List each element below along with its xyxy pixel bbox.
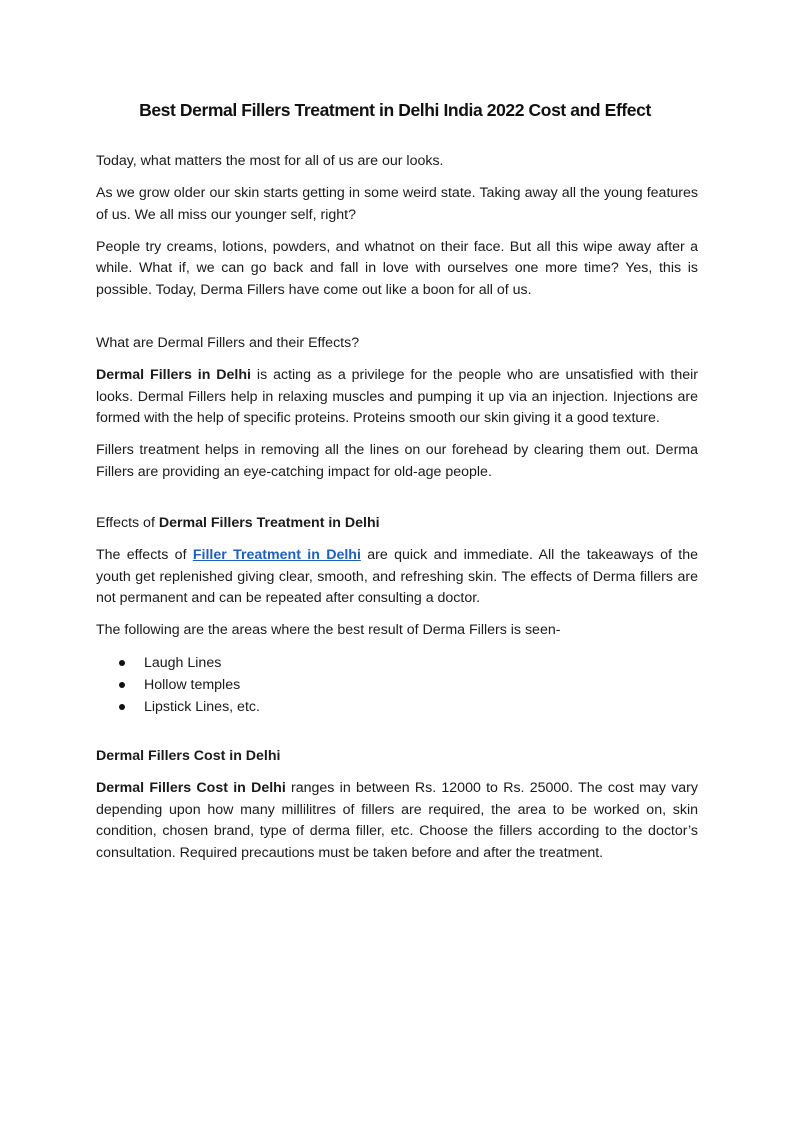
section-heading-cost xyxy=(96,746,698,768)
areas-list xyxy=(96,652,698,718)
page-title: Best Dermal Fillers Treatment in Delhi India 2022 Cost and Effect xyxy=(139,100,651,120)
filler-treatment-link[interactable]: Filler Treatment in Delhi xyxy=(192,547,361,563)
section-heading-what-are-fillers: What are Dermal Fillers and their Effects? xyxy=(96,335,360,351)
cost-heading-bold: Dermal Fillers Cost in Delhi xyxy=(96,748,281,764)
list-item xyxy=(96,674,698,696)
intro-paragraph-3: People try creams, lotions, powders, and whatnot on their face. But all this wipe away after a while. What if, we can go back and fall in love with ourselves one more time? Yes, this is possible. Today, Derma Fillers have come out like a boon for all of us. xyxy=(96,238,698,298)
intro-paragraph-2: As we grow older our skin starts getting in some weird state. Taking away all the young features of us. We all miss our younger self, right? xyxy=(96,185,698,223)
effects-heading-prefix: Effects of xyxy=(96,515,159,531)
section1-paragraph-1-text: is acting as a privilege for the people who are unsatisfied with their looks. Dermal Fillers help in relaxing muscles and pumping it up via an injection. Injections are formed with the help of specific proteins. Proteins smooth our skin giving it a good texture. xyxy=(96,367,698,426)
section3-paragraph-1-text: ranges in between Rs. 12000 to Rs. 25000. The cost may vary depending upon how many millilitres of fillers are required, the area to be worked on, skin condition, chosen brand, type of derma filler, etc. Choose the fillers according to the doctor’s consultation. Required precautions must be taken before and after the treatment. xyxy=(96,780,698,861)
section2-paragraph-1-start: The effects of xyxy=(96,547,193,563)
section2-paragraph-2: The following are the areas where the best result of Derma Fillers is seen- xyxy=(96,622,561,638)
document-page xyxy=(96,98,698,875)
bold-term-dermal-fillers-delhi: Dermal Fillers in Delhi xyxy=(96,367,251,383)
list-item-text: Laugh Lines xyxy=(144,655,222,671)
bullet-icon xyxy=(119,682,125,688)
intro-paragraph-1: Today, what matters the most for all of us are our looks. xyxy=(96,153,444,169)
bullet-icon xyxy=(119,704,125,710)
effects-heading-bold: Dermal Fillers Treatment in Delhi xyxy=(158,515,380,531)
section3-paragraph-1 xyxy=(96,778,698,864)
section-heading-effects xyxy=(96,513,698,535)
section2-paragraph-1-rest: are quick and immediate. All the takeaways of the youth get replenished giving clear, smooth, and refreshing skin. The effects of Derma fillers are not permanent and can be repeated after consulting a doctor. xyxy=(96,547,698,606)
bullet-icon xyxy=(119,660,125,666)
list-item-text: Lipstick Lines, etc. xyxy=(144,699,260,715)
bold-term-cost: Dermal Fillers Cost in Delhi xyxy=(96,780,286,796)
section1-paragraph-1 xyxy=(96,365,698,430)
list-item-text: Hollow temples xyxy=(144,677,241,693)
section1-paragraph-2: Fillers treatment helps in removing all the lines on our forehead by clearing them out. Derma Fillers are providing an eye-catching impact for old-age people. xyxy=(96,442,698,480)
section2-paragraph-1 xyxy=(96,545,698,610)
list-item xyxy=(96,696,698,718)
list-item xyxy=(96,652,698,674)
